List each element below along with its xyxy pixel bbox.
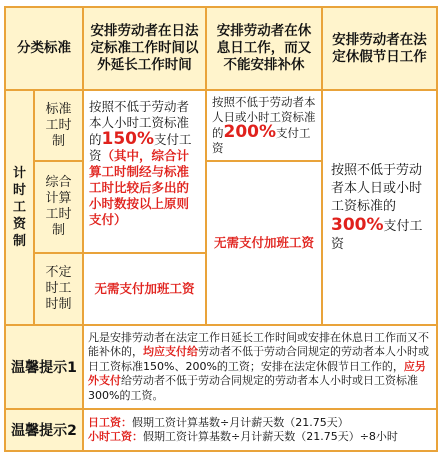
tip2-label: 温馨提示2 xyxy=(5,409,83,451)
header-holiday: 安排劳动者在法定休假节日工作 xyxy=(322,7,437,90)
tip2-body xyxy=(83,409,437,451)
header-classification: 分类标准 xyxy=(5,7,83,90)
row-flexible-hours: 不定时工时制 xyxy=(34,253,83,325)
overtime-note: （其中，综合计算工时制经与标准工时比较后多出的小时数按以上原则支付） xyxy=(89,148,190,227)
header-overtime: 安排劳动者在日法定标准工作时间以外延长工作时间 xyxy=(83,7,206,90)
row-group-hourly-wage: 计时工资制 xyxy=(5,90,34,325)
header-rest-day: 安排劳动者在休息日工作，而又不能安排补休 xyxy=(206,7,322,90)
cell-rest-day-none: 无需支付加班工资 xyxy=(206,161,322,325)
holiday-percent: 300% xyxy=(331,214,384,235)
cell-overtime-none: 无需支付加班工资 xyxy=(83,253,206,325)
row-standard-hours: 标准工时制 xyxy=(34,90,83,161)
rest-day-percent: 200% xyxy=(223,122,277,142)
cell-holiday-rate: 按照不低于劳动者本人日或小时工资标准的300%支付工资 xyxy=(322,90,437,325)
cell-rest-day-rate: 按照不低于劳动者本人日或小时工资标准的200%支付工资 xyxy=(206,90,322,161)
cell-overtime-rate: 按照不低于劳动者本人小时工资标准的150%支付工资（其中，综合计算工时制经与标准工时比较后多出的小时数按以上原则支付） xyxy=(83,90,206,253)
tip1-label: 温馨提示1 xyxy=(5,325,83,409)
tip1-body: 凡是安排劳动者在法定工作日延长工作时间或安排在休息日工作而又不能补休的，均应支付给劳动者不低于劳动合同规定的劳动者本人小时或日工资标准150%、200%的工资；安排在法定休假节日工作的，应另外支付给劳动者不低于劳动合同规定的劳动者本人小时或日工资标准300%的工资。 xyxy=(83,325,437,409)
daily-wage-formula: 日工资：假期工资计算基数÷月计薪天数（21.75天） xyxy=(88,415,349,429)
overtime-percent: 150% xyxy=(101,129,155,149)
row-comprehensive-hours: 综合计算工时制 xyxy=(34,161,83,253)
hourly-wage-formula: 小时工资：假期工资计算基数÷月计薪天数（21.75天）÷8小时 xyxy=(88,430,398,443)
overtime-wage-table xyxy=(4,6,438,452)
